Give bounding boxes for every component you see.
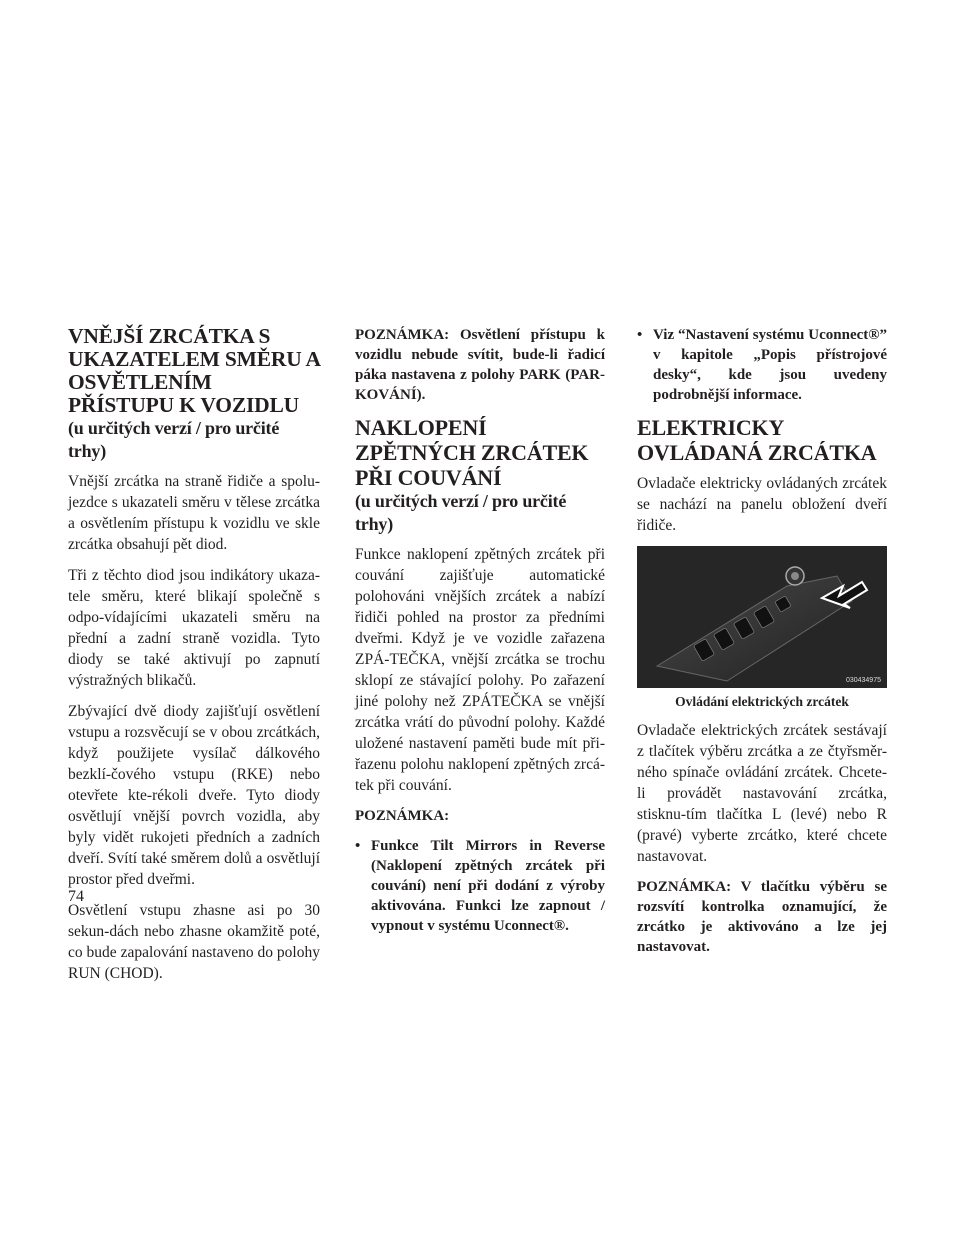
paragraph: Tři z těchto diod jsou indikátory ukaza-tele směru, které blikají společně s odpo-vídajícími ukazateli směru na přední a zadní straně vozidla. Tyto diody se také aktivují po zapnutí výstražných blikačů. (68, 567, 320, 689)
note: POZNÁMKA: V tlačítku výběru se rozsvítí kontrolka oznamující, že zrcátko je aktivováno a lze jej nastavovat. (637, 879, 887, 955)
figure-code: 030434975 (845, 677, 881, 684)
paragraph: Vnější zrcátka na straně řidiče a spolu-jezdce s ukazateli směru v tělese zrcátka a osvětlením přístupu k vozidlu ve skle zrcátka obsahují pět diod. (68, 473, 320, 553)
page-number: 74 (68, 888, 84, 905)
figure-caption: Ovládání elektrických zrcátek (675, 694, 849, 709)
paragraph: Ovladače elektricky ovládaných zrcátek se nachází na panelu obložení dveří řidiče. (637, 475, 887, 534)
section-heading-exterior-mirrors (68, 325, 320, 463)
section-heading-power-mirrors (637, 415, 887, 465)
note: POZNÁMKA: Osvětlení přístupu k vozidlu nebude svítit, bude-li řadicí páka nastavena z polohy PARK (PAR-KOVÁNÍ). (355, 327, 605, 403)
bullet-dot: • (355, 838, 361, 854)
heading-sub: (u určitých verzí / pro určité trhy) (355, 491, 567, 534)
bullet-text: Funkce Tilt Mirrors in Reverse (Naklopení zpětných zrcátek při couvání) není při dodání z výroby aktivována. Funkci lze zapnout / vypnout v systému Uconnect®. (371, 838, 605, 934)
bullet-item (355, 836, 605, 936)
note-label: POZNÁMKA: (355, 808, 450, 824)
door-panel-illustration (637, 546, 887, 688)
bullet-item (637, 325, 887, 405)
paragraph: Zbývající dvě diody zajišťují osvětlení vstupu a rozsvěcují se v obou zrcátkách, když použijete vysílač dálkového bezklí-čového vstupu (RKE) nebo otevřete kte-rékoli dveře. Tyto diody osvětlují vnější povrch vozidla, aby byly vidět rukojeti předních a zadních dveří. Svítí také směrem dolů a osvětlují prostor před dveřmi. (68, 703, 320, 888)
heading-main: NAKLOPENÍ ZPĚTNÝCH ZRCÁTEK PŘI COUVÁNÍ (355, 415, 589, 490)
paragraph: Osvětlení vstupu zhasne asi po 30 sekun-dách nebo zhasne okamžitě poté, co bude zapalování nastaveno do polohy RUN (CHOD). (68, 902, 320, 982)
paragraph: Funkce naklopení zpětných zrcátek při couvání zajišťuje automatické polohováni vnějších zrcátek a nabízí řidiči pohled na prostor za předními dveřmi. Když je ve vozidle zařazena ZPÁ-TEČKA, vnější zrcátka se trochu sklopí ze stávající polohy. Po zařazení jiné polohy než ZPÁTEČKA se vnější zrcátka vrátí do původní polohy. Každé uložené nastavení paměti bude mít při-řazenu polohu naklopení zpětných zrcá-tek při couvání. (355, 546, 605, 794)
bullet-dot: • (637, 327, 643, 343)
column-3 (637, 325, 887, 967)
heading-sub: (u určitých verzí / pro určité trhy) (68, 418, 280, 461)
section-heading-tilt-mirrors (355, 415, 605, 536)
column-1 (68, 325, 320, 994)
column-2 (355, 325, 605, 946)
heading-main: ELEKTRICKY OVLÁDANÁ ZRCÁTKA (637, 415, 877, 465)
power-mirror-controls-photo (637, 546, 887, 688)
bullet-text: Viz “Nastavení systému Uconnect®” v kapitole „Popis přístrojové desky“, kde jsou uvedeny podrobnější informace. (653, 327, 887, 403)
paragraph: Ovladače elektrických zrcátek sestávají z tlačítek výběru zrcátka a ze čtyřsměr-ného spínače ovládání zrcátek. Chcete-li provádět nastavování zrcátka, stisknu-tím tlačítka L (levé) nebo R (pravé) vyberte zrcátko, které chcete nastavovat. (637, 722, 887, 865)
heading-main: VNĚJŠÍ ZRCÁTKA S UKAZATELEM SMĚRU A OSVĚTLENÍM PŘÍSTUPU K VOZIDLU (68, 324, 320, 417)
